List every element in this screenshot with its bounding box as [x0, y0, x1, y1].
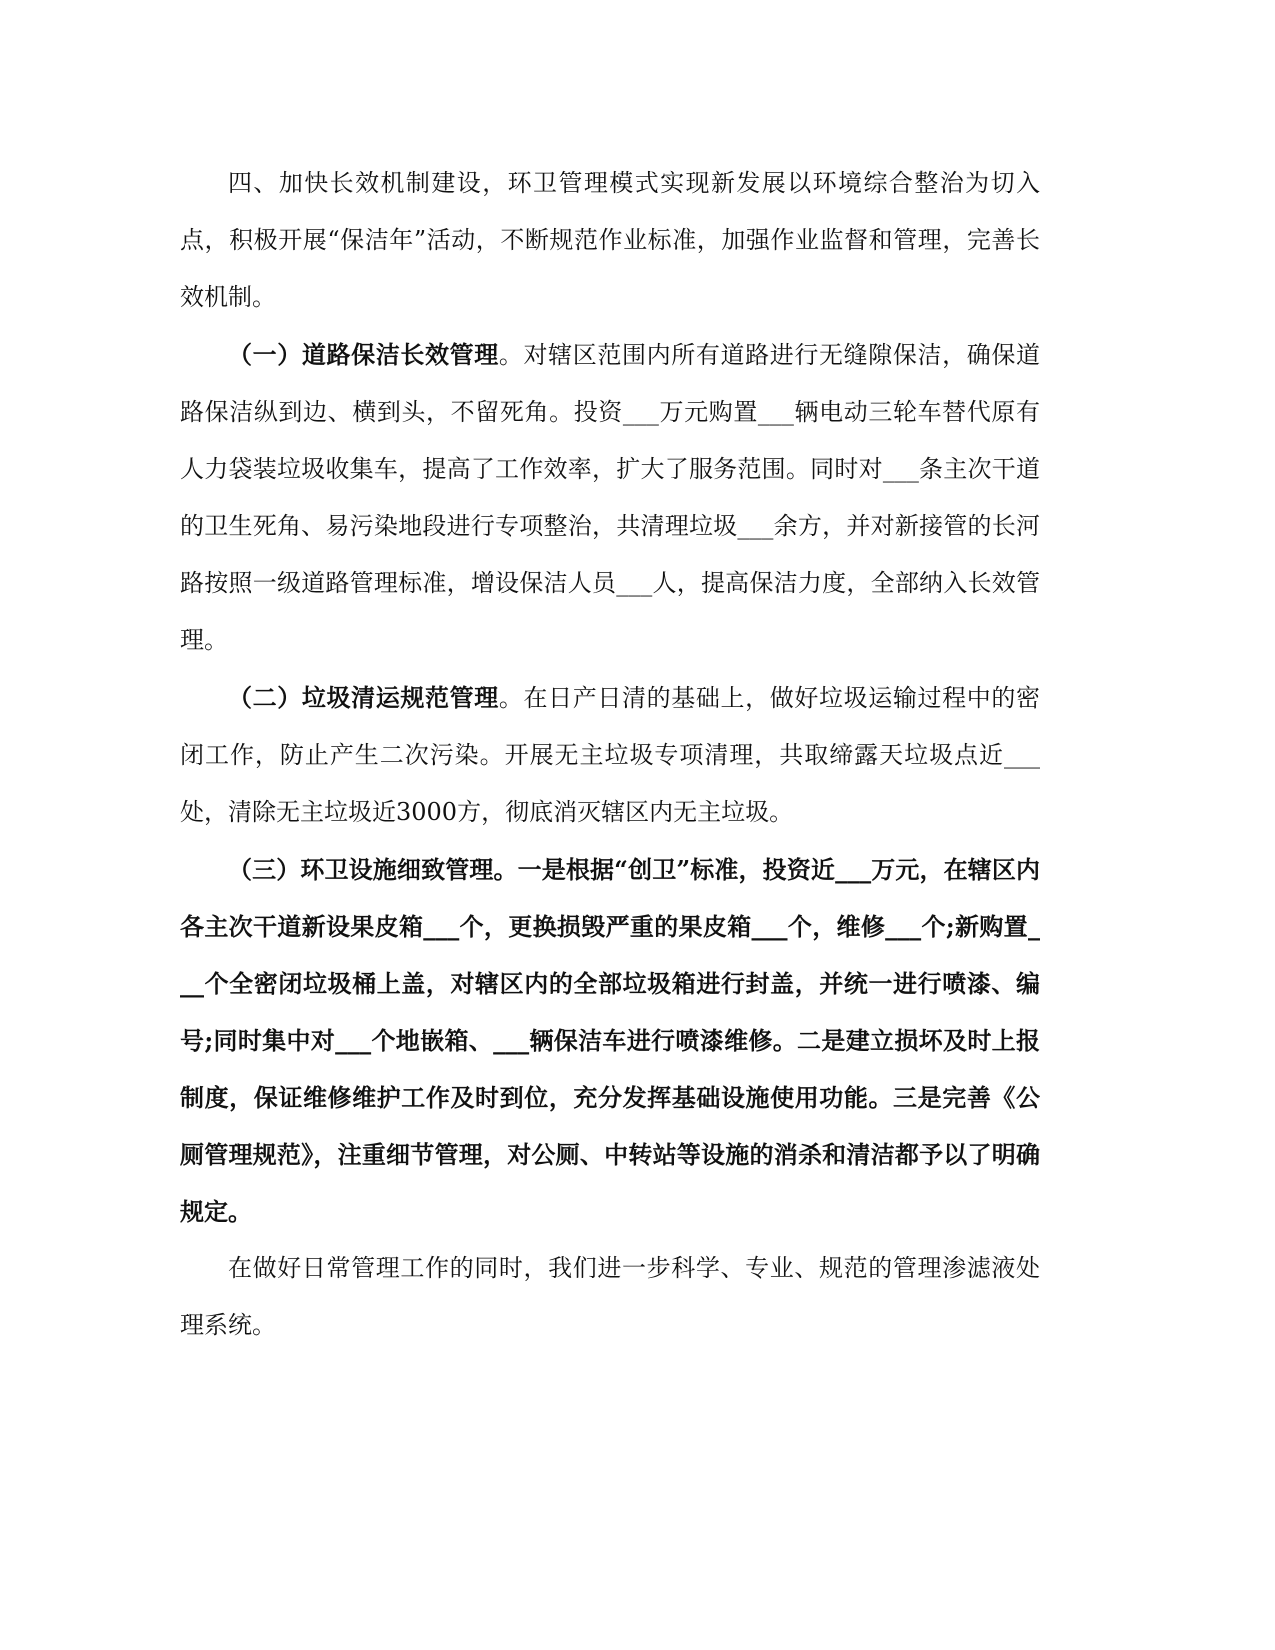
paragraph-road-cleaning: [180, 326, 1040, 669]
body-garbage-transport: 。在日产日清的基础上，做好垃圾运输过程中的密闭工作，防止产生二次污染。开展无主垃圾专项清理，共取缔露天垃圾点近___处，清除无主垃圾近3000方，彻底消灭辖区内无主垃圾。: [180, 684, 1040, 826]
body-road-cleaning: 。对辖区范围内所有道路进行无缝隙保洁，确保道路保洁纵到边、横到头，不留死角。投资___万元购置___辆电动三轮车替代原有人力袋装垃圾收集车，提高了工作效率，扩大了服务范围。同时对___条主次干道的卫生死角、易污染地段进行专项整治，共清理垃圾___余方，并对新接管的长河路按照一级道路管理标准，增设保洁人员___人，提高保洁力度，全部纳入长效管理。: [180, 341, 1040, 654]
paragraph-garbage-transport: [180, 669, 1040, 841]
heading-garbage-transport: （二）垃圾清运规范管理: [228, 683, 499, 712]
paragraph-facilities: （三）环卫设施细致管理。一是根据“创卫”标准，投资近___万元，在辖区内各主次干道新设果皮箱___个，更换损毁严重的果皮箱___个，维修___个;新购置___个全密闭垃圾桶上盖，对辖区内的全部垃圾箱进行封盖，并统一进行喷漆、编号;同时集中对___个地嵌箱、___辆保洁车进行喷漆维修。二是建立损坏及时上报制度，保证维修维护工作及时到位，充分发挥基础设施使用功能。三是完善《公厕管理规范》，注重细节管理，对公厕、中转站等设施的消杀和清洁都予以了明确规定。: [180, 855, 1040, 1226]
heading-road-cleaning: （一）道路保洁长效管理: [228, 340, 499, 369]
paragraph-leachate: 在做好日常管理工作的同时，我们进一步科学、专业、规范的管理渗滤液处理系统。: [180, 1254, 1040, 1339]
paragraph-section-four: 四、加快长效机制建设，环卫管理模式实现新发展以环境综合整治为切入点，积极开展“保洁年”活动，不断规范作业标准，加强作业监督和管理，完善长效机制。: [180, 169, 1040, 311]
document-body: [180, 155, 1040, 1354]
